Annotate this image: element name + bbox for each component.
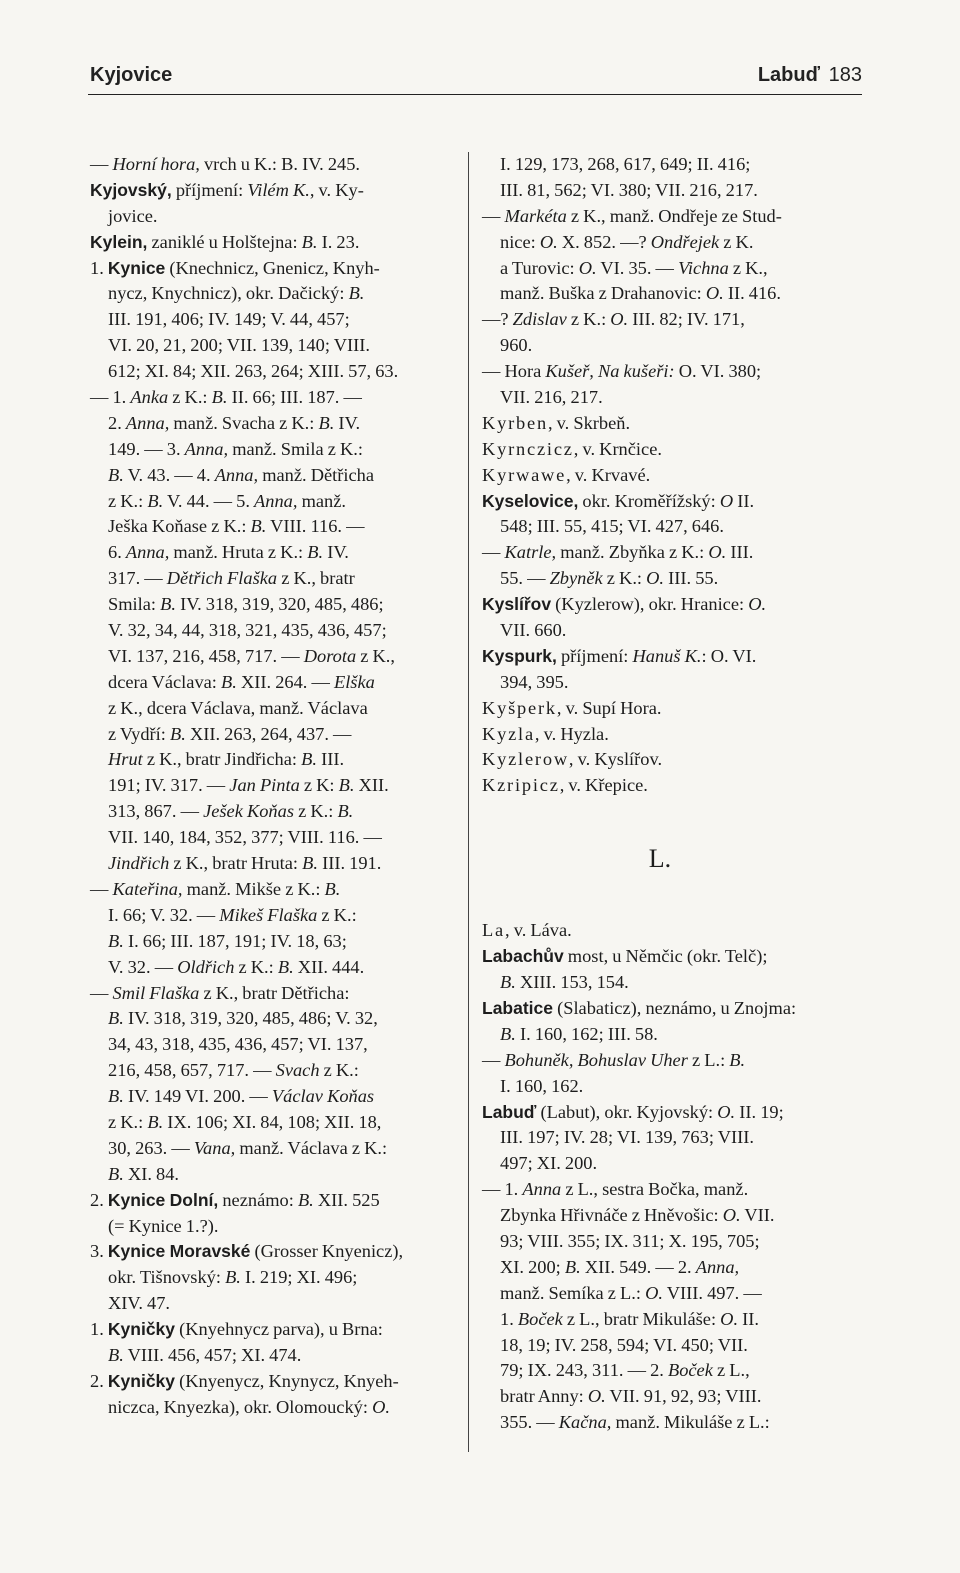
text-line: Labuď (Labut), okr. Kyjovský: O. II. 19; (482, 1101, 784, 1122)
text-line: III. 197; IV. 28; VI. 139, 763; VIII. (500, 1127, 754, 1148)
text-line: 18, 19; IV. 258, 594; VI. 450; VII. (500, 1334, 748, 1355)
text-line: 93; VIII. 355; IX. 311; X. 195, 705; (500, 1230, 760, 1251)
text-line: nice: O. X. 852. —? Ondřejek z K. (500, 231, 754, 252)
page-number: 183 (828, 64, 862, 86)
text-line: Kyrben, v. Skrbeň. (482, 412, 631, 433)
text-line: Labatice (Slabaticz), neznámo, u Znojma: (482, 997, 797, 1018)
text-line: 216, 458, 657, 717. — Svach z K.: (108, 1060, 359, 1081)
column-divider (468, 152, 469, 1452)
text-line: 191; IV. 317. — Jan Pinta z K: B. XII. (108, 775, 389, 796)
text-line: Kyjovský, příjmení: Vilém K., v. Ky- (90, 179, 364, 200)
text-line: B. V. 43. — 4. Anna, manž. Dětřicha (108, 464, 375, 485)
text-line: Kyselovice, okr. Kroměřížský: O II. (482, 490, 755, 511)
text-line: XI. 200; B. XII. 549. — 2. Anna, (500, 1256, 740, 1277)
text-line: z K.: B. IX. 106; XI. 84, 108; XII. 18, (108, 1111, 382, 1132)
text-line: 149. — 3. Anna, manž. Smila z K.: (108, 438, 363, 459)
text-line: 960. (500, 335, 533, 356)
text-line: z Vydří: B. XII. 263, 264, 437. — (108, 723, 352, 744)
text-line: — Kateřina, manž. Mikše z K.: B. (90, 878, 341, 899)
text-line: — Smil Flaška z K., bratr Dětřicha: (90, 982, 350, 1003)
text-line: — Horní hora, vrch u K.: B. IV. 245. (90, 154, 361, 174)
text-line: — 1. Anka z K.: B. II. 66; III. 187. — (90, 387, 362, 408)
text-line: z K.: B. V. 44. — 5. Anna, manž. (108, 490, 346, 511)
text-line: — Markéta z K., manž. Ondřeje ze Stud- (482, 205, 782, 226)
text-line: Smila: B. IV. 318, 319, 320, 485, 486; (108, 594, 384, 615)
text-line: I. 160, 162. (500, 1075, 584, 1096)
text-line: nycz, Knychnicz), okr. Dačický: B. (108, 283, 365, 304)
text-line: Kyslířov (Kyzlerow), okr. Hranice: O. (482, 594, 767, 615)
text-line: z K., dcera Václava, manž. Václava (108, 697, 368, 718)
text-line: Zbynka Hřivnáče z Hněvošic: O. VII. (500, 1205, 775, 1226)
text-line: — 1. Anna z L., sestra Bočka, manž. (482, 1179, 749, 1200)
text-line: Kylein, zaniklé u Holštejna: B. I. 23. (90, 231, 360, 252)
text-line: 394, 395. (500, 671, 569, 692)
text-line: Jindřich z K., bratr Hruta: B. III. 191. (108, 853, 382, 874)
text-line: B. XIII. 153, 154. (500, 972, 629, 993)
text-line: Ješka Koňase z K.: B. VIII. 116. — (108, 516, 365, 537)
text-line: a Turovic: O. VI. 35. — Vichna z K., (500, 257, 768, 278)
text-line: 1. Kynice (Knechnicz, Gnenicz, Knyh- (90, 257, 380, 278)
text-line: — Bohuněk, Bohuslav Uher z L.: B. (482, 1049, 746, 1070)
text-line: 79; IX. 243, 311. — 2. Boček z L., (500, 1360, 750, 1381)
text-line: Kyšperk, v. Supí Hora. (482, 697, 662, 718)
text-line: Kyspurk, příjmení: Hanuš K.: O. VI. (482, 645, 757, 666)
text-line: manž. Semíka z L.: O. VIII. 497. — (500, 1282, 762, 1303)
text-line: Hrut z K., bratr Jindřicha: B. III. (108, 749, 345, 770)
text-line: VI. 20, 21, 200; VII. 139, 140; VIII. (108, 335, 370, 356)
text-line: 1. Boček z L., bratr Mikuláše: O. II. (500, 1308, 760, 1329)
text-line: 2. Anna, manž. Svacha z K.: B. IV. (108, 412, 361, 433)
text-line: okr. Tišnovský: B. I. 219; XI. 496; (108, 1267, 358, 1288)
text-line: 2. Kyničky (Knyenycz, Knynycz, Knyeh- (90, 1370, 399, 1391)
text-line: 34, 43, 318, 435, 436, 457; VI. 137, (108, 1034, 368, 1055)
text-line: III. 191, 406; IV. 149; V. 44, 457; (108, 309, 350, 330)
text-line: I. 129, 173, 268, 617, 649; II. 416; (500, 154, 751, 174)
text-line: niczca, Knyezka), okr. Olomoucký: O. (108, 1396, 390, 1417)
text-line: 2. Kynice Dolní, neznámo: B. XII. 525 (90, 1189, 380, 1210)
text-line: Labachův most, u Němčic (okr. Telč); (482, 946, 768, 967)
section-letter: L. (648, 844, 672, 874)
text-line: V. 32, 34, 44, 318, 321, 435, 436, 457; (108, 620, 387, 641)
right-column-top (482, 152, 862, 799)
text-line: Kyrnczicz, v. Krnčice. (482, 438, 662, 459)
right-column (482, 152, 862, 1436)
text-line: Kyrwawe, v. Krvavé. (482, 464, 651, 485)
text-line: B. I. 160, 162; III. 58. (500, 1023, 658, 1044)
text-line: III. 81, 562; VI. 380; VII. 216, 217. (500, 179, 758, 200)
text-line: Kyzlerow, v. Kyslířov. (482, 749, 663, 770)
text-line: — Hora Kušeř, Na kušeři: O. VI. 380; (482, 361, 762, 382)
text-line: 3. Kynice Moravské (Grosser Knyenicz), (90, 1241, 404, 1262)
text-line: VII. 140, 184, 352, 377; VIII. 116. — (108, 827, 382, 848)
text-line: B. XI. 84. (108, 1163, 180, 1184)
text-line: 497; XI. 200. (500, 1153, 598, 1174)
text-line: 355. — Kačna, manž. Mikuláše z L.: (500, 1412, 770, 1433)
text-line: B. VIII. 456, 457; XI. 474. (108, 1344, 302, 1365)
right-column-bottom (482, 918, 862, 1436)
header-left-entry: Kyjovice (90, 64, 173, 86)
text-line: B. IV. 149 VI. 200. — Václav Koňas (108, 1086, 375, 1107)
text-line: 548; III. 55, 415; VI. 427, 646. (500, 516, 724, 537)
text-line: VI. 137, 216, 458, 717. — Dorota z K., (108, 645, 396, 666)
text-line: B. I. 66; III. 187, 191; IV. 18, 63; (108, 930, 347, 951)
text-line: I. 66; V. 32. — Mikeš Flaška z K.: (108, 904, 357, 925)
text-line: 313, 867. — Ješek Koňas z K.: B. (108, 801, 354, 822)
text-line: manž. Buška z Drahanovic: O. II. 416. (500, 283, 781, 304)
text-line: (= Kynice 1.?). (108, 1215, 219, 1236)
running-header (88, 62, 862, 95)
text-line: 612; XI. 84; XII. 263, 264; XIII. 57, 63. (108, 361, 399, 382)
left-column (90, 152, 450, 1421)
text-line: VII. 660. (500, 620, 567, 641)
text-line: —? Zdislav z K.: O. III. 82; IV. 171, (482, 309, 745, 330)
text-line: bratr Anny: O. VII. 91, 92, 93; VIII. (500, 1386, 762, 1407)
text-line: 30, 263. — Vana, manž. Václava z K.: (108, 1137, 388, 1158)
text-line: — Katrle, manž. Zbyňka z K.: O. III. (482, 542, 754, 563)
text-line: Kyzla, v. Hyzla. (482, 723, 609, 744)
text-line: XIV. 47. (108, 1293, 170, 1314)
text-line: dcera Václava: B. XII. 264. — Elška (108, 671, 375, 692)
text-line: V. 32. — Oldřich z K.: B. XII. 444. (108, 956, 365, 977)
text-line: Kzripicz, v. Křepice. (482, 775, 648, 796)
text-line: VII. 216, 217. (500, 387, 603, 408)
header-right-entry: Labuď (757, 64, 820, 86)
text-line: 55. — Zbyněk z K.: O. III. 55. (500, 568, 719, 589)
text-line: 317. — Dětřich Flaška z K., bratr (108, 568, 355, 589)
text-line: B. IV. 318, 319, 320, 485, 486; V. 32, (108, 1008, 378, 1029)
text-line: La, v. Láva. (482, 920, 572, 941)
text-line: 1. Kyničky (Knyehnycz parva), u Brna: (90, 1319, 383, 1340)
text-line: 6. Anna, manž. Hruta z K.: B. IV. (108, 542, 349, 563)
text-line: jovice. (108, 205, 158, 226)
